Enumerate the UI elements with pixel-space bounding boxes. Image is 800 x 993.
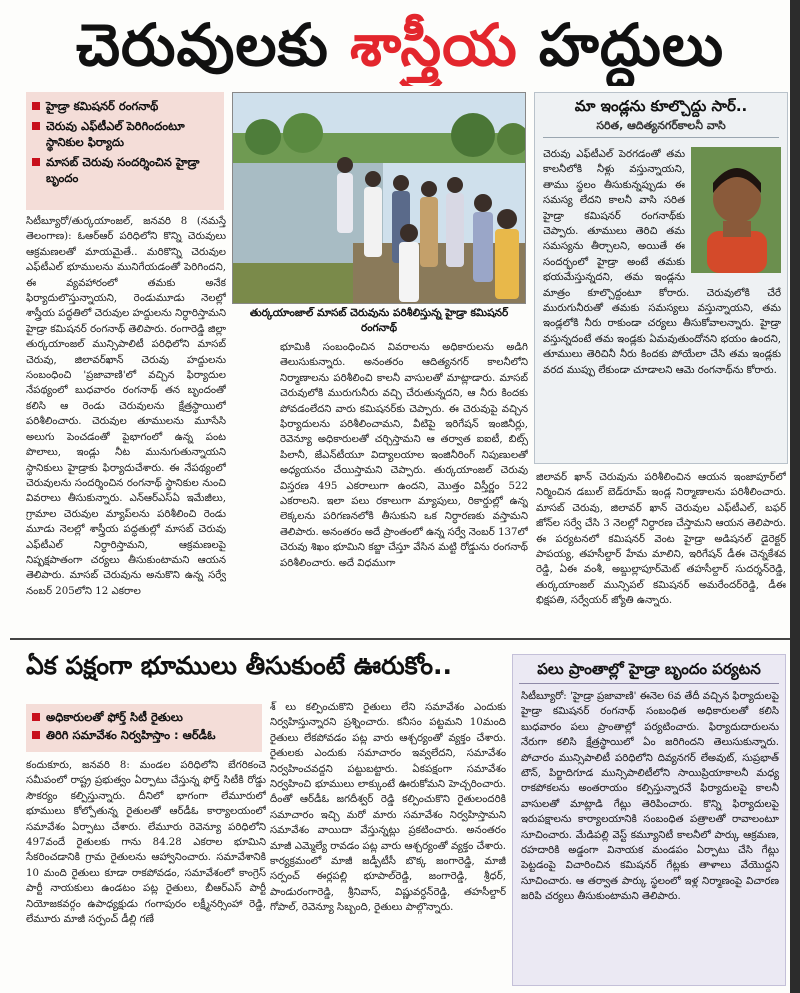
highlight-item <box>32 726 256 744</box>
headline-part-1: చెరువులకు <box>75 11 351 79</box>
section-divider <box>10 638 790 640</box>
article1-column-1: సిటీబ్యూరో/తుర్కయాంజల్, జనవరి 8 (నమస్తే తెలంగాణ): ఓఆర్ఆర్ పరిధిలోని కొన్ని చెరువులు ఆక్రమణలతో మాయమైతే.. మరికొన్ని చెరువుల ఎఫ్‌టీఎల్ భూములను మునిగేయడంతో పెరిగిందని, ఈ వ్యవహారంలో తమకు అనేక ఫిర్యాదులొస్తున్నాయని, రెండుమూడు నెలల్లో శాస్త్రీయ పద్ధతిలో చెరువుల హద్దులను నిర్ధారిస్తామని హైడ్రా కమిషనర్ రంగనాథ్ తెలిపారు. రంగారెడ్డి జిల్లా తుర్కయాంజల్ మున్సిపాలిటీ పరిధిలోని మాసబ్ చెరువు, జిలావర్‌ఖాన్ చెరువు హద్దులను సంబంధించి 'ప్రజావాణి'లో వచ్చిన ఫిర్యాదుల నేపథ్యంలో బుధవారం రంగనాథ్ తన బృందంతో కలిసి ఆ రెండు చెరువులను క్షేత్రస్థాయిలో పరిశీలించారు. చెరువుల తూములను మూసేసి అలుగు పెంచడంతో పైభాగంలో ఉన్న పంట పొలాలు, ఇండ్లు నీట మునుగుతున్నాయని స్థానికులు హైడ్రాకు ఫిర్యాదుచేశారు. ఈ నేపథ్యంలో చెరువులను సందర్శించిన రంగనాథ్ స్థానికుల నుంచి వివరాలు తీసుకున్నారు. ఎన్ఆర్ఎస్‌ఏ ఇమేజీలు, గ్రామాల చెరువుల మ్యాప్‌లను పరిశీలించి రెండు మూడు నెలల్లో శాస్త్రీయ పద్ధతుల్లో మాసబ్ చెరువు ఎఫ్‌టీఎల్ నిర్ధారిస్తామని, ఆక్రమణలపై నిష్పక్షపాతంగా చర్యలు తీసుకుంటామని ఆయన తెలిపారు. మాసబ్ చెరువును అనుకొని ఉన్న సర్వే నంబర్ 205లోని 12 ఎకరాల <box>26 216 226 597</box>
bullet-square-icon <box>32 713 40 721</box>
quote-body-wrap <box>543 147 781 459</box>
portrait-photo <box>691 147 781 273</box>
bullet-square-icon <box>32 102 40 110</box>
highlight-text: అధికారులతో ఫోర్త్ సిటీ రైతులు <box>46 710 183 724</box>
quote-subtitle: సరిత, ఆదిత్యనగర్‌కాలనీ వాసి <box>596 119 726 132</box>
lake-inspection-photo <box>233 93 526 304</box>
highlight-item <box>32 98 218 114</box>
headline-part-3: హద్దులు <box>517 11 725 79</box>
hydra-tour-box <box>512 654 786 986</box>
main-headline <box>8 4 792 86</box>
bullet-square-icon <box>32 122 40 130</box>
quote-title: మా ఇండ్లను కూల్చొద్దు సార్.. <box>574 97 748 115</box>
highlight-text: తిరిగి సమావేశం నిర్వహిస్తాం : ఆర్‌డీఓ <box>46 728 216 742</box>
highlights-box <box>26 92 224 210</box>
article1-column-2: భూమికి సంబంధించిన వివరాలను అధికారులను అడిగి తెలుసుకున్నారు. అనంతరం ఆదిత్యనగర్ కాలనీలోని నిర్మాణాలను పరిశీలించి కాలనీ వాసులతో మాట్లాడారు. మాసబ్ చెరువులోకి మురుగునీరు వచ్చి చేరుతున్నదని, ఆ నీరు కిందకు పోవడంలేదని వారు కమిషనర్‌కు చెప్పారు. ఈ చెరువుపై వచ్చిన ఫిర్యాదులను పరిశీలించామని, వీటిపై ఇరిగేషన్ ఇంజినీర్లు, రెవెన్యూ అధికారులతో చర్చిస్తామని ఆ తర్వాత ఐఐటీ, బిట్స్ పిలానీ, జేఎన్‌టీయూ విద్యాలయాల ఇంజినీరింగ్ నిపుణులతో అధ్యయనం చేయిస్తామని చెప్పారు. తుర్కయాంజల్ చెరువు విస్తరణ 495 ఎకరాలుగా ఉందని, మొత్తం విస్తీర్ణం 522 ఎకరాలని. ఇలా పలు రకాలుగా మ్యాపులు, రికార్డుల్లో ఉన్న లెక్కలను పరిగణనలోకి తీసుకుని ఒక నిర్ధారణకు వస్తామని తెలిపారు. అనంతరం అదే ప్రాంతంలో ఉన్న సర్వే నెంబర్ 137లో చెరువు శిఖం భూమిని కబ్జా చేస్తూ వేసిన మట్టి రోడ్డును రంగనాథ్ పరిశీలించారు. అదే విధముగా <box>280 342 528 569</box>
bullet-square-icon <box>32 731 40 739</box>
woman-portrait-icon <box>691 147 781 273</box>
headline-part-2: శాస్త్రీయ <box>350 11 518 79</box>
page-edge <box>790 0 800 993</box>
photo-caption: తుర్కయాంజాల్ మాసబ్ చెరువును పరిశీలిస్తున్న హైడ్రా కమిషనర్ రంగనాథ్ <box>249 307 509 334</box>
highlight-text: మాసబ్ చెరువు సందర్శించిన హైడ్రా బృందం <box>46 155 200 185</box>
article2-headline: ఏక పక్షంగా భూములు తీసుకుంటే ఊరుకోం.. <box>26 651 453 680</box>
divider <box>543 137 779 138</box>
quote-box <box>534 92 788 464</box>
quote-body: చెరువు ఎఫ్‌టీఎల్ పెరగడంతో తమ కాలనీలోకి నీళ్లు వస్తున్నాయని, తాము స్థలం తీసుకున్నప్పుడు ఈ సమస్య లేదని కాలనీ వాసి సరిత హైడ్రా కమిషనర్ రంగనాథ్‌కు చెప్పారు. తూములు తెరిచి తమ సమస్యను తీర్చాలని, అయితే ఈ సందర్భంలో హైడ్రా అంటే తమకు భయమేస్తున్నదని, తమ ఇండ్లను మాత్రం కూల్చొద్దంటూ కోరారు. చెరువులోకి చేరే మురుగునీరుతో తమకు సమస్యలు వస్తున్నాయని, తమ ఇండ్లలోకి నీరు రాకుండా చర్యలు తీసుకోవాలన్నారు. హైడ్రా వస్తున్నదంటే తమ ఇండ్లకు ఏమవుతుందోనని భయం ఉందని, తూములు తెరిచినీ నీరు కిందకు పోయేలా చేసి తమ ఇండ్లకు వరద ముప్పు లేకుండా చూడాలని ఆమె రంగనాథ్‌ను కోరారు. <box>543 149 781 376</box>
highlight-text: హైడ్రా కమిషనర్ రంగనాథ్ <box>46 99 159 113</box>
highlight-item <box>32 154 218 186</box>
article2-column-2: శ్ లు కల్పించుకొని రైతులు లేని సమావేశం ఎందుకు నిర్వహిస్తున్నారని ప్రశ్నించారు. కనీసం పట్టమని 10మంది రైతులు లేకపోవడం పట్ల వారు ఆశ్చర్యంతో వ్యక్తం చేశారు. రైతులకు ఎందుకు సమాచారం ఇవ్వలేదని, సమావేశం నిర్వహించవద్దని పట్టుబట్టారు. ఏకపక్షంగా సమావేశం నిర్వహించి భూములు లాక్కుంటే ఊరుకోమని హెచ్చరించారు. దీంతో ఆర్‌డీఓ జగదీశ్వర్ రెడ్డి కల్పించుకొని రైతులందరికి సమాచారం ఇచ్చి మరో మారు సమావేశం నిర్వహిస్తామని సమావేశం వాయిదా వేస్తున్నట్లు ప్రకటించారు. అనంతరం మాజీ ఎమ్మెల్యే రావడం పట్ల వారు ఆశ్చర్యంతో వ్యక్తం చేశారు. కార్యక్రమంలో మాజీ జడ్పీటీసీ బొక్క జంగారెడ్డి, మాజీ సర్పంచ్ ఈర్లపల్లి భూపాల్‌రెడ్డి, జంగారెడ్డి, శ్రీధర్, పాండురంగారెడ్డి, శ్రీనివాస్, విష్ణువర్ధన్‌రెడ్డి, తహసీల్దార్ గోపాల్, రెవెన్యూ సిబ్బంది, రైతులు పాల్గొన్నారు. <box>270 702 506 914</box>
news-photo <box>232 92 526 304</box>
hydra-tour-body: సిటీబ్యూరో: 'హైడ్రా ప్రజావాణి' ఈనెల 6వ తేదీ వచ్చిన ఫిర్యాదులపై హైడ్రా కమిషనర్ రంగనాథ్ సంబంధిత అధికారులతో కలిసి బుధవారం పలు ప్రాంతాల్లో పర్యటించారు. ఫిర్యాదుదారులను నేరుగా కలిసి క్షేత్రస్థాయిలో ఏం జరిగిందని తెలుసుకున్నారు. పోచారం మున్సిపాలిటీ పరిధిలోని దివ్యనగర్ లేఅవుట్, సుప్రభాత్ టౌన్, పిర్జాదిగూడ మున్సిపాలిటీలోని సాయిప్రియాకాలనీ మధ్య రాకపోకలను అంతరాయం కల్పిస్తున్నారనే ఫిర్యాదులపై కాలనీ వాసులతో మాట్లాడి గేట్లు తెరిపించారు. కొన్ని ఫిర్యాదులపై ఇరుపక్షాలను కార్యాలయానికి సంబంధిత పత్రాలతో రావాలంటూ సూచించారు. మేడిపల్లి వెస్ట్ కమ్యూనిటీ కాలనీలో పార్కు ఆక్రమణ, రహదారికి అడ్డంగా వినాయక మండపం ఏర్పాటు చేసి గేట్లు పెట్టడంపై విచారించిన కమిషనర్ గేట్లకు తాళాలు వేయొద్దని సూచించారు. ఆ తర్వాత పార్కు స్థలంలో ఇళ్ల నిర్మాణంపై విచారణ జరిపి చర్యలు తీసుకుంటామని తెలిపారు. <box>521 691 779 903</box>
hydra-tour-title: పలు ప్రాంతాల్లో హైడ్రా బృందం పర్యటన <box>519 655 779 684</box>
highlight-item <box>32 118 218 150</box>
highlight-text: చెరువు ఎఫ్‌టీఎల్ పెరిగిందంటూ స్థానికుల ఫిర్యాదు <box>46 119 185 149</box>
article1-column-3: జిలావర్ ఖాన్ చెరువును పరిశీలించిన ఆయన ఇంజాపూర్‌లో నిర్మించిన డబుల్ బెడ్‌రూమ్ ఇండ్ల నిర్మాణాలను పరిశీలించారు. మాసబ్ చెరువు, జిలావర్ ఖాన్ చెరువుల ఎఫ్‌టీఎల్, బఫర్ జోన్‌ల సర్వే చేసి 3 నెలల్లో నిర్ధారణ చేస్తామని ఆయన తెలిపారు. ఈ పర్యటనలో కమిషనర్ వెంట హైడ్రా అడిషనల్ డైరెక్టర్ పాపయ్య, తహసీల్దార్ హేమ మాలిని, ఇరిగేషన్ డీఈ చెన్నకేశవ రెడ్డి, ఏఈ వంశీ, అబ్దుల్లాపూర్‌మెట్ తహసీల్దార్ సుదర్శన్‌రెడ్డి, తుర్కయాంజల్ మున్సిపల్ కమిషనర్ అమరేందర్‌రెడ్డి, డీఈ భిక్షపతి, సర్వేయర్ జ్యోతి ఉన్నారు. <box>536 472 786 607</box>
article2-column-1: కందుకూరు, జనవరి 8: మండల పరిధిలోని బేగరికంచె సమీపంలో రాష్ట్ర ప్రభుత్వం ఏర్పాటు చేస్తున్న ఫోర్త్ సిటీకి రోడ్డు సౌకర్యం కల్పిస్తున్నారు. దీనిలో భాగంగా లేమూరులో భూములు కోల్పోతున్న రైతులతో ఆర్‌డీఓ కార్యాలయంలో సమావేశం ఏర్పాటు చేశారు. లేమూరు రెవెన్యూ పరిధిలోని 497వందే రైతులకు గాను 84.28 ఎకరాల భూమిని సేకరించడానికి గ్రామ రైతులను ఆహ్వానించారు. సమావేశానికి 10 మంది రైతులు కూడా రాకపోవడం, సమావేశంలో కాంగ్రెస్ పార్టీ నాయకులు ఉండటం పట్ల రైతులు, బీఆర్ఎస్ పార్టీ నియోజకవర్గం ఉపాధ్యక్షుడు గంగాపురం లక్ష్మీనర్సింహా రెడ్డి, లేమూరు మాజీ సర్పంచ్ డీల్లి గణే <box>26 760 266 926</box>
highlight-item <box>32 708 256 726</box>
article2-highlights <box>26 704 262 752</box>
bullet-square-icon <box>32 158 40 166</box>
